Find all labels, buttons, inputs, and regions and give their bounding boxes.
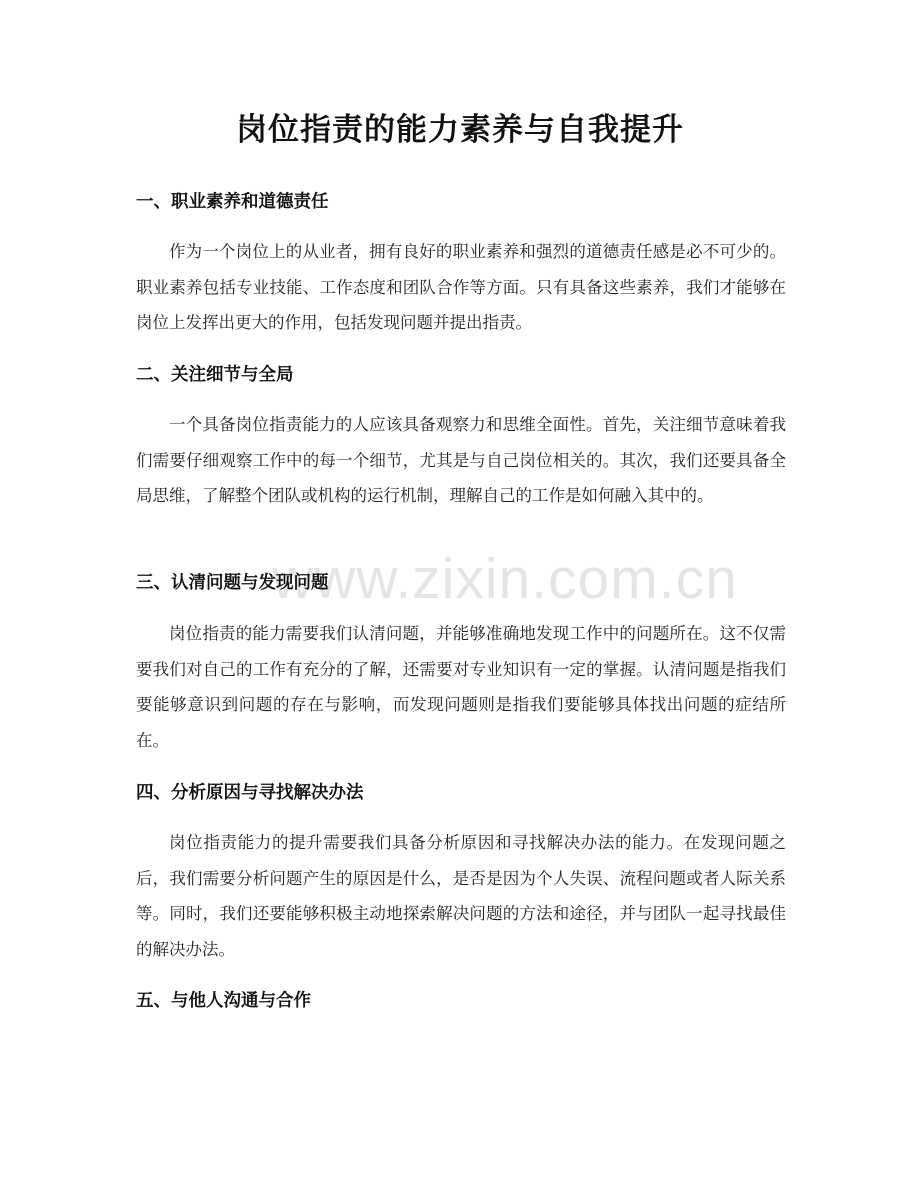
section-body-2: 一个具备岗位指责能力的人应该具备观察力和思维全面性。首先，关注细节意味着我们需要仔细观察工作中的每一个细节，尤其是与自己岗位相关的。其次，我们还要具备全局思维，了解整个团队或机构的运行机制，理解自己的工作是如何融入其中的。: [136, 415, 786, 505]
section-heading-5: 五、与他人沟通与合作: [136, 991, 311, 1011]
watermark-text: www.zixin.com.cn: [272, 547, 738, 611]
section-heading-3: 三、认清问题与发现问题: [136, 573, 329, 593]
section-heading-4: 四、分析原因与寻找解决办法: [136, 783, 364, 803]
section-body-3: 岗位指责的能力需要我们认清问题，并能够准确地发现工作中的问题所在。这不仅需要我们对自己的工作有充分的了解，还需要对专业知识有一定的掌握。认清问题是指我们要能够意识到问题的存在与影响，而发现问题则是指我们要能够具体找出问题的症结所在。: [136, 624, 786, 750]
section-heading-1: 一、职业素养和道德责任: [136, 192, 329, 212]
section-body-4: 岗位指责能力的提升需要我们具备分析原因和寻找解决办法的能力。在发现问题之后，我们需要分析问题产生的原因是什么，是否是因为个人失误、流程问题或者人际关系等。同时，我们还要能够积极主动地探索解决问题的方法和途径，并与团队一起寻找最佳的解决办法。: [136, 833, 786, 959]
section-body-1: 作为一个岗位上的从业者，拥有良好的职业素养和强烈的道德责任感是必不可少的。职业素养包括专业技能、工作态度和团队合作等方面。只有具备这些素养，我们才能够在岗位上发挥出更大的作用，包括发现问题并提出指责。: [136, 242, 786, 332]
section-heading-2: 二、关注细节与全局: [136, 365, 294, 385]
document-title: 岗位指责的能力素养与自我提升: [236, 112, 684, 148]
